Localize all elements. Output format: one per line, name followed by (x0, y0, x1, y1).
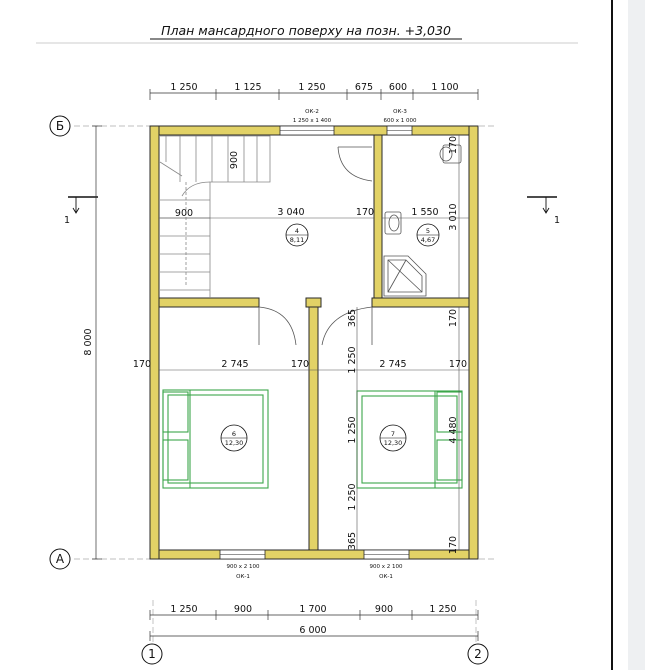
svg-text:5: 5 (425, 227, 431, 235)
window-ok1-left-name: ОК-1 (236, 574, 250, 580)
left-dim-total: 8 000 (83, 328, 94, 356)
room-marker-5 (417, 224, 439, 246)
svg-text:12,30: 12,30 (383, 439, 403, 447)
wall-left (150, 126, 159, 559)
top-dim-5: 600 (388, 82, 408, 93)
bed-room-6 (163, 390, 268, 488)
v-bot-dim: 1 250 (347, 483, 358, 511)
window-ok1-right-name: ОК-1 (379, 574, 393, 580)
bath-height-dim: 3 010 (448, 203, 459, 231)
right-wall-bot-dim: 170 (448, 535, 459, 555)
bed-room-7 (357, 391, 462, 488)
right-wall-dim: 170 (448, 359, 468, 370)
right-wall-top-dim: 170 (448, 308, 459, 328)
window-ok1-right-size: 900 x 2 100 (369, 564, 403, 570)
top-dim-2: 1 125 (234, 82, 262, 93)
section-label-right: 1 (553, 215, 561, 226)
sink-icon (385, 212, 401, 234)
wall-middle-horizontal-2 (306, 298, 321, 307)
room6-width-dim: 2 745 (221, 359, 249, 370)
room7-height-dim: 4 480 (448, 416, 459, 444)
axis-marker-2 (468, 644, 488, 664)
svg-text:Б: Б (55, 119, 65, 133)
wall-middle-horizontal (159, 298, 259, 307)
bottom-dim-5: 1 250 (429, 604, 457, 615)
room-marker-4 (286, 224, 308, 246)
svg-text:8,11: 8,11 (289, 236, 305, 244)
hall-door (338, 147, 372, 181)
left-wall-dim: 170 (132, 359, 152, 370)
section-mark-right (527, 197, 557, 213)
window-ok2-name: ОК-2 (305, 109, 319, 115)
window-ok2 (280, 126, 334, 135)
svg-text:7: 7 (390, 430, 396, 438)
svg-text:6: 6 (231, 430, 237, 438)
svg-text:2: 2 (474, 647, 482, 661)
sheet-frame-line (611, 0, 613, 670)
v-mid-dim: 1 250 (347, 416, 358, 444)
window-ok1-left (220, 550, 265, 559)
svg-text:12,30: 12,30 (224, 439, 244, 447)
axis-lines (74, 126, 495, 648)
room-marker-7 (380, 425, 406, 451)
top-dim-4: 675 (354, 82, 374, 93)
axis-marker-1 (142, 644, 162, 664)
sheet-margin (628, 0, 645, 670)
axis-marker-b (50, 116, 70, 136)
bottom-dim-total: 6 000 (299, 625, 327, 636)
stair-left-dim: 900 (174, 208, 194, 219)
top-dim-3: 1 250 (298, 82, 326, 93)
wall-middle-horizontal-3 (372, 298, 469, 307)
top-dim-6: 1 100 (431, 82, 459, 93)
bedroom-6-door (259, 307, 296, 345)
wall-right (469, 126, 478, 559)
bottom-dim-1: 1 250 (170, 604, 198, 615)
v-door-bot-dim: 365 (347, 531, 358, 551)
hall-wall-dim: 170 (355, 207, 375, 218)
plan-title: План мансардного поверху на позн. +3,030 (161, 23, 451, 38)
bottom-dim-4: 900 (374, 604, 394, 615)
svg-text:4,67: 4,67 (420, 236, 436, 244)
section-label-left: 1 (63, 215, 71, 226)
window-ok1-left-size: 900 x 2 100 (226, 564, 260, 570)
window-ok3 (387, 126, 412, 135)
shower-icon (384, 256, 426, 296)
door-depth-dim: 365 (347, 308, 358, 328)
window-ok2-size: 1 250 x 1 400 (292, 118, 332, 124)
svg-text:1: 1 (148, 647, 156, 661)
room-marker-6 (221, 425, 247, 451)
section-mark-left (68, 197, 98, 213)
wall-bottom (150, 550, 478, 559)
mid-wall-dim: 170 (290, 359, 310, 370)
top-dim-1: 1 250 (170, 82, 198, 93)
wall-bedroom-divider (309, 307, 318, 550)
bottom-dim-2: 900 (233, 604, 253, 615)
bottom-dim-3: 1 700 (299, 604, 327, 615)
window-ok3-name: ОК-3 (393, 109, 407, 115)
window-ok1-right (364, 550, 409, 559)
bath-width-dim: 1 550 (411, 207, 439, 218)
v-top-dim: 1 250 (347, 346, 358, 374)
stair-height-dim: 900 (229, 150, 240, 170)
hall-width-dim: 3 040 (277, 207, 305, 218)
wall-bath (374, 135, 382, 298)
room7-width-dim: 2 745 (379, 359, 407, 370)
bath-wall-dim: 170 (448, 135, 459, 155)
svg-text:4: 4 (294, 227, 300, 235)
axis-marker-a (50, 549, 70, 569)
svg-text:А: А (55, 552, 65, 566)
walls (150, 126, 478, 559)
window-ok3-size: 600 x 1 000 (383, 118, 417, 124)
